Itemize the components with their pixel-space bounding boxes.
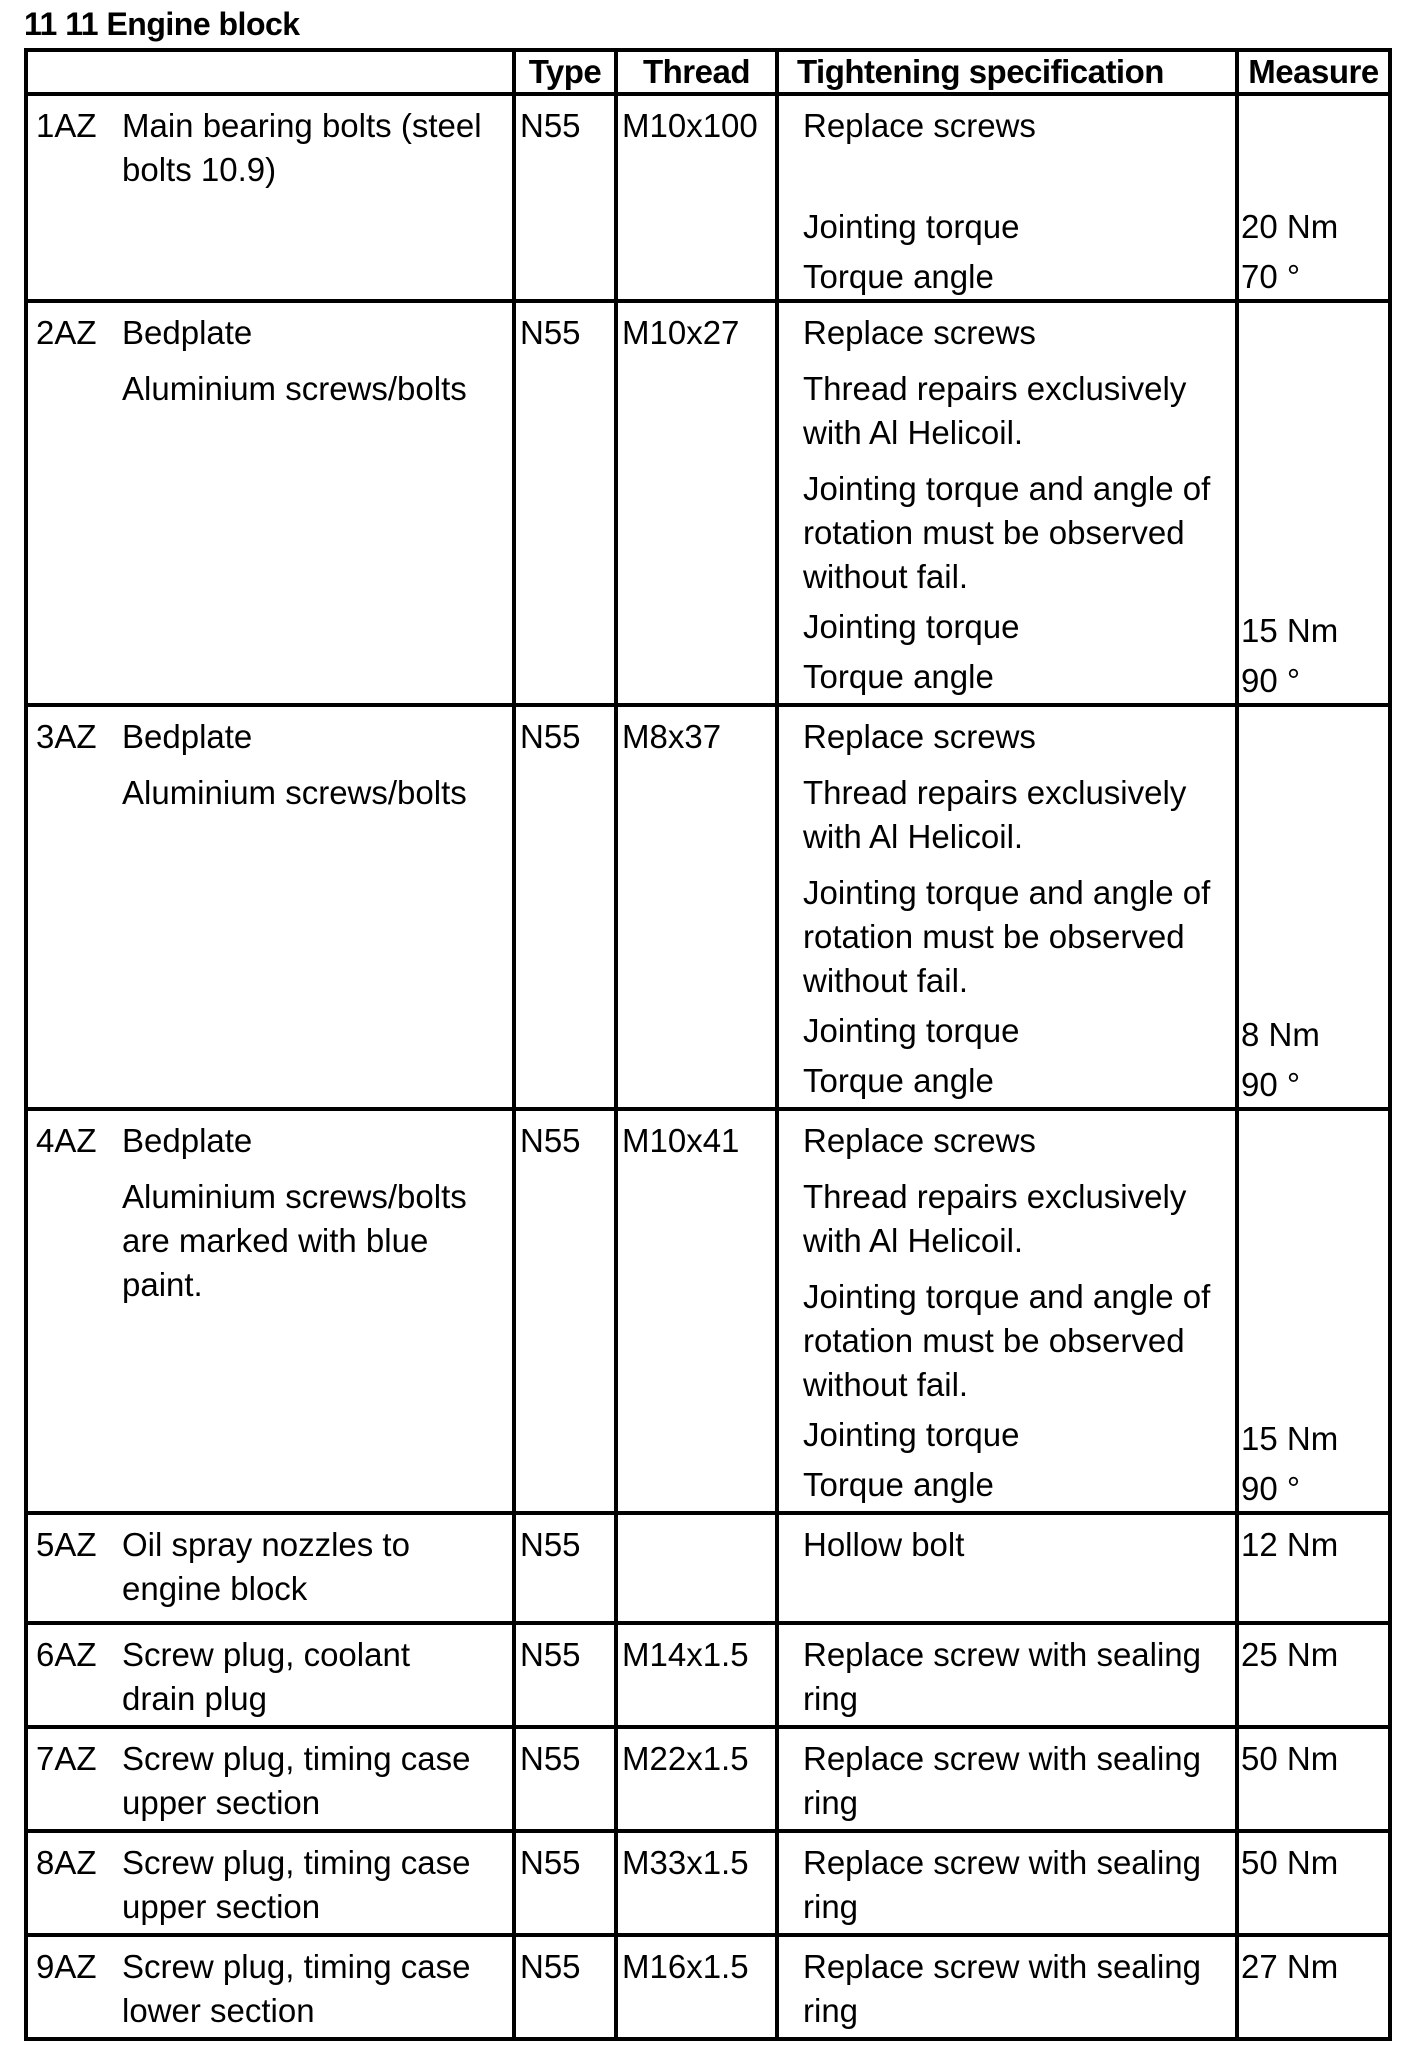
position-description-cell [26,1831,514,1935]
position-description-cell [26,1513,514,1623]
measure-cell [1237,1831,1390,1935]
position-code: 4AZ [36,1122,97,1159]
spec-cell [777,1831,1237,1935]
measure-value: 50 Nm [1241,1844,1339,1881]
spec-cell [777,1623,1237,1727]
thread-value: M14x1.5 [622,1636,749,1673]
description-text: Oil spray nozzles to engine block [122,1526,410,1607]
spec-text: Jointing torque [803,208,1020,245]
description-text: Aluminium screws/bolts are marked with blue paint. [122,1178,467,1303]
header-type: Type [514,50,616,94]
thread-value: M10x100 [622,107,758,144]
thread-cell [616,94,777,301]
spec-cell [777,1727,1237,1831]
description-text: Aluminium screws/bolts [122,774,467,811]
measure-value: 12 Nm [1241,1526,1339,1563]
spec-text: Thread repairs exclusively with Al Helicoil. [803,774,1187,855]
position-code: 2AZ [36,314,97,351]
spec-text: Replace screw with sealing ring [803,1948,1202,2029]
measure-value: 70 ° [1241,258,1301,295]
spec-text: Replace screws [803,107,1036,144]
type-cell [514,1935,616,2039]
type-value: N55 [520,107,581,144]
spec-text: Jointing torque [803,1416,1020,1453]
spec-text: Jointing torque [803,608,1020,645]
measure-value: 50 Nm [1241,1740,1339,1777]
position-description-cell [26,705,514,1109]
spec-text: Thread repairs exclusively with Al Helicoil. [803,1178,1187,1259]
spec-text: Torque angle [803,658,994,695]
spec-text: Replace screw with sealing ring [803,1636,1202,1717]
measure-value: 15 Nm [1241,612,1339,649]
spec-cell [777,1935,1237,2039]
spec-text: Replace screws [803,314,1036,351]
description-text: Screw plug, timing case lower section [122,1948,471,2029]
position-code: 5AZ [36,1526,97,1563]
description-text: Main bearing bolts (steel bolts 10.9) [122,107,482,188]
type-cell [514,1513,616,1623]
spec-cell [777,1513,1237,1623]
table-row [26,1109,1390,1513]
measure-value: 15 Nm [1241,1420,1339,1457]
thread-cell [616,1935,777,2039]
measure-cell [1237,1109,1390,1513]
thread-value [618,1515,775,1523]
table-row [26,301,1390,705]
spec-text: Jointing torque and angle of rotation must be observed without fail. [803,874,1211,999]
type-value: N55 [520,1122,581,1159]
spec-text: Replace screws [803,1122,1036,1159]
position-code: 3AZ [36,718,97,755]
measure-value: 90 ° [1241,1066,1301,1103]
table-header-row [26,50,1390,94]
header-tightening-specification: Tightening specification [777,50,1237,94]
spec-text: Jointing torque and angle of rotation must be observed without fail. [803,1278,1211,1403]
spec-cell [777,1109,1237,1513]
position-code: 1AZ [36,107,97,144]
thread-cell [616,705,777,1109]
position-description-cell [26,1727,514,1831]
position-description-cell [26,1109,514,1513]
measure-value: 90 ° [1241,662,1301,699]
thread-cell [616,301,777,705]
position-code: 7AZ [36,1740,97,1777]
position-code: 8AZ [36,1844,97,1881]
spec-cell [777,705,1237,1109]
table-row [26,705,1390,1109]
table-row [26,94,1390,301]
spec-cell [777,301,1237,705]
spec-text: Thread repairs exclusively with Al Helicoil. [803,370,1187,451]
measure-value: 8 Nm [1241,1016,1320,1053]
spec-text: Torque angle [803,1062,994,1099]
position-description-cell [26,301,514,705]
type-cell [514,1727,616,1831]
measure-value: 90 ° [1241,1470,1301,1507]
thread-cell [616,1623,777,1727]
spec-text: Jointing torque and angle of rotation must be observed without fail. [803,470,1211,595]
thread-value: M10x41 [622,1122,740,1159]
spec-text: Replace screws [803,718,1036,755]
position-code: 6AZ [36,1636,97,1673]
page-title: 11 11 Engine block [24,6,300,42]
type-value: N55 [520,718,581,755]
thread-value: M10x27 [622,314,740,351]
position-code: 9AZ [36,1948,97,1985]
measure-cell [1237,94,1390,301]
thread-cell [616,1831,777,1935]
type-value: N55 [520,1740,581,1777]
thread-value: M16x1.5 [622,1948,749,1985]
thread-cell [616,1109,777,1513]
measure-value: 25 Nm [1241,1636,1339,1673]
type-cell [514,301,616,705]
measure-cell [1237,301,1390,705]
measure-value: 27 Nm [1241,1948,1339,1985]
type-cell [514,1831,616,1935]
measure-value: 20 Nm [1241,208,1339,245]
spec-text: Hollow bolt [803,1526,965,1563]
thread-value: M33x1.5 [622,1844,749,1881]
description-text: Screw plug, timing case upper section [122,1844,471,1925]
thread-cell [616,1513,777,1623]
position-description-cell [26,1935,514,2039]
spec-text: Jointing torque [803,1012,1020,1049]
type-value: N55 [520,314,581,351]
measure-cell [1237,1727,1390,1831]
description-text: Screw plug, timing case upper section [122,1740,471,1821]
description-text: Bedplate [122,314,253,351]
thread-value: M22x1.5 [622,1740,749,1777]
type-value: N55 [520,1844,581,1881]
type-cell [514,1109,616,1513]
spec-cell [777,94,1237,301]
description-text: Bedplate [122,718,253,755]
type-cell [514,94,616,301]
description-text: Screw plug, coolant drain plug [122,1636,410,1717]
position-description-cell [26,94,514,301]
table-row [26,1935,1390,2039]
spec-text: Replace screw with sealing ring [803,1740,1202,1821]
measure-cell [1237,1623,1390,1727]
thread-value: M8x37 [622,718,722,755]
table-row [26,1831,1390,1935]
description-text: Bedplate [122,1122,253,1159]
thread-cell [616,1727,777,1831]
type-value: N55 [520,1526,581,1563]
type-value: N55 [520,1948,581,1985]
torque-spec-table [24,48,1392,2041]
table-row [26,1623,1390,1727]
spec-text: Torque angle [803,1466,994,1503]
measure-cell [1237,1513,1390,1623]
table-row [26,1727,1390,1831]
spec-text: Torque angle [803,258,994,295]
header-position-description [26,50,514,94]
description-text: Aluminium screws/bolts [122,370,467,407]
position-description-cell [26,1623,514,1727]
table-row [26,1513,1390,1623]
header-thread: Thread [616,50,777,94]
measure-cell [1237,705,1390,1109]
type-cell [514,1623,616,1727]
header-measure: Measure [1237,50,1390,94]
type-cell [514,705,616,1109]
spec-text: Replace screw with sealing ring [803,1844,1202,1925]
measure-cell [1237,1935,1390,2039]
type-value: N55 [520,1636,581,1673]
